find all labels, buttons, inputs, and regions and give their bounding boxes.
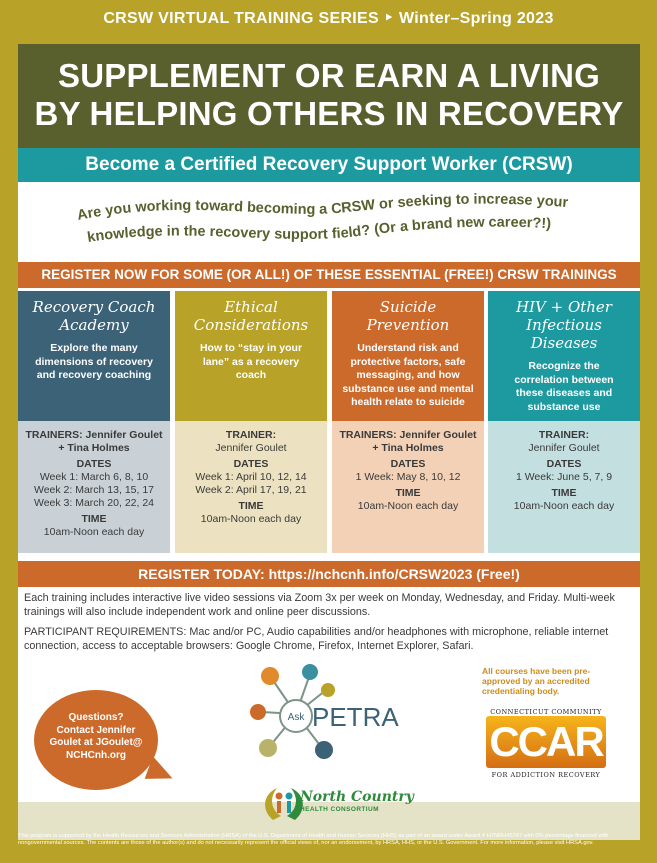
trainers-label: TRAINERS: xyxy=(339,429,397,441)
intro-question xyxy=(18,190,640,254)
dates-label: DATES xyxy=(546,458,582,470)
time-value: 10am-Noon each day xyxy=(200,513,302,525)
questions-line: Goulet at JGoulet@ xyxy=(49,737,143,748)
participant-requirements: PARTICIPANT REQUIREMENTS: Mac and/or PC, Audio capabilities and/or headphones with microphone, reliable internet connection, access to acceptable browsers: Google Chrome, Firefox, Internet Explorer, Safari. xyxy=(24,626,609,652)
svg-text:knowledge in the recovery supp xyxy=(86,215,551,246)
sessions-info: Each training includes interactive live video sessions via Zoom 3x per week on Monday, Wednesday, and Friday. Multi-week trainings will also include independent work and online peer discussions. xyxy=(24,592,615,618)
petra-name: PETRA xyxy=(312,702,399,732)
ask-petra-logo xyxy=(240,660,440,770)
training-title: Recovery Coach Academy xyxy=(32,298,156,334)
trainers: Jennifer Goulet + Tina Holmes xyxy=(372,429,477,454)
date-line: Week 1: April 10, 12, 14 xyxy=(195,471,307,483)
time-label: TIME xyxy=(81,513,107,525)
ccar-logo: CCAR xyxy=(486,716,606,768)
consortium-name: North Country xyxy=(300,789,414,805)
headline xyxy=(18,44,640,148)
dates-label: DATES xyxy=(390,458,426,470)
ccar-top-text: CONNECTICUT COMMUNITY xyxy=(490,708,602,716)
series-title: CRSW VIRTUAL TRAINING SERIES ‣ Winter–Spring 2023 xyxy=(103,10,554,27)
training-recovery-coach xyxy=(18,291,170,553)
date-line: Week 3: March 20, 22, 24 xyxy=(33,497,155,509)
dates-label: DATES xyxy=(76,458,112,470)
date-line: 1 Week: May 8, 10, 12 xyxy=(355,471,461,483)
intro-line-1: Are you working toward becoming a CRSW or seeking to increase your xyxy=(75,191,569,224)
trainers-label: TRAINER: xyxy=(225,429,277,441)
questions-line: NCHCnh.org xyxy=(66,749,126,761)
register-now-banner: REGISTER NOW FOR SOME (OR ALL!) OF THESE ESSENTIAL (FREE!) CRSW TRAININGS xyxy=(18,262,640,288)
date-line: 1 Week: June 5, 7, 9 xyxy=(515,471,613,483)
trainers: Jennifer Goulet xyxy=(528,442,600,454)
trainers-label: TRAINER: xyxy=(538,429,590,441)
training-ethical-considerations xyxy=(175,291,327,553)
questions-line: Contact Jennifer xyxy=(56,724,136,736)
time-label: TIME xyxy=(551,487,577,499)
training-description: Explore the many dimensions of recovery and recovery coaching xyxy=(35,342,153,381)
accreditation-note: All courses have been pre-approved by an accredited credentialing body. xyxy=(482,666,591,696)
time-label: TIME xyxy=(395,487,421,499)
questions-line: Questions? xyxy=(68,712,124,723)
date-line: Week 2: March 13, 15, 17 xyxy=(33,484,155,496)
date-line: Week 2: April 17, 19, 21 xyxy=(195,484,307,496)
questions-bubble xyxy=(34,690,158,790)
training-suicide-prevention xyxy=(332,291,484,553)
headline-line-1: SUPPLEMENT OR EARN A LIVING xyxy=(58,57,600,94)
training-description: Recognize the correlation between these diseases and substance use xyxy=(514,360,614,413)
training-title: Ethical Considerations xyxy=(193,298,309,334)
training-title: Suicide Prevention xyxy=(366,298,450,334)
training-info xyxy=(24,592,636,660)
time-value: 10am-Noon each day xyxy=(43,526,145,538)
time-value: 10am-Noon each day xyxy=(513,500,615,512)
trainers-label: TRAINERS: xyxy=(25,429,83,441)
trainers: Jennifer Goulet xyxy=(215,442,287,454)
register-today-link[interactable]: REGISTER TODAY: https://nchcnh.info/CRSW2023 (Free!) xyxy=(18,561,640,587)
training-title: HIV + Other Infectious Diseases xyxy=(516,298,612,352)
time-value: 10am-Noon each day xyxy=(357,500,459,512)
date-line: Week 1: March 6, 8, 10 xyxy=(39,471,149,483)
consortium-sub: HEALTH CONSORTIUM xyxy=(300,806,379,813)
time-label: TIME xyxy=(238,500,264,512)
trainers: Jennifer Goulet + Tina Holmes xyxy=(58,429,163,454)
training-description: Understand risk and protective factors, safe messaging, and how substance use and mental health relate to suicide xyxy=(342,342,474,408)
training-description: How to “stay in your lane” as a recovery coach xyxy=(199,342,303,381)
training-hiv-infectious-diseases xyxy=(488,291,640,553)
headline-line-2: BY HELPING OTHERS IN RECOVERY xyxy=(34,95,624,132)
funding-disclaimer: This program is supported by the Health Resources and Services Administration (HRSA) of the U.S. Department of Health and Human Services (HHS) as part of an award under Award # H7NRH45747 with 0% percentage financed with nongovernmental sources. The contents are those of the author(s) and do not necessarily represent the official views of, nor an endorsement, by HRSA, HHS, or the U.S. Government. For more information, please visit HRSA.gov. xyxy=(18,833,609,847)
intro-line-2: knowledge in the recovery support field? (Or a brand new career?!) xyxy=(86,214,552,246)
subheadline: Become a Certified Recovery Support Worker (CRSW) xyxy=(18,148,640,182)
dates-label: DATES xyxy=(233,458,269,470)
ccar-bottom-text: FOR ADDICTION RECOVERY xyxy=(491,771,601,779)
petra-ask: Ask xyxy=(287,712,305,723)
